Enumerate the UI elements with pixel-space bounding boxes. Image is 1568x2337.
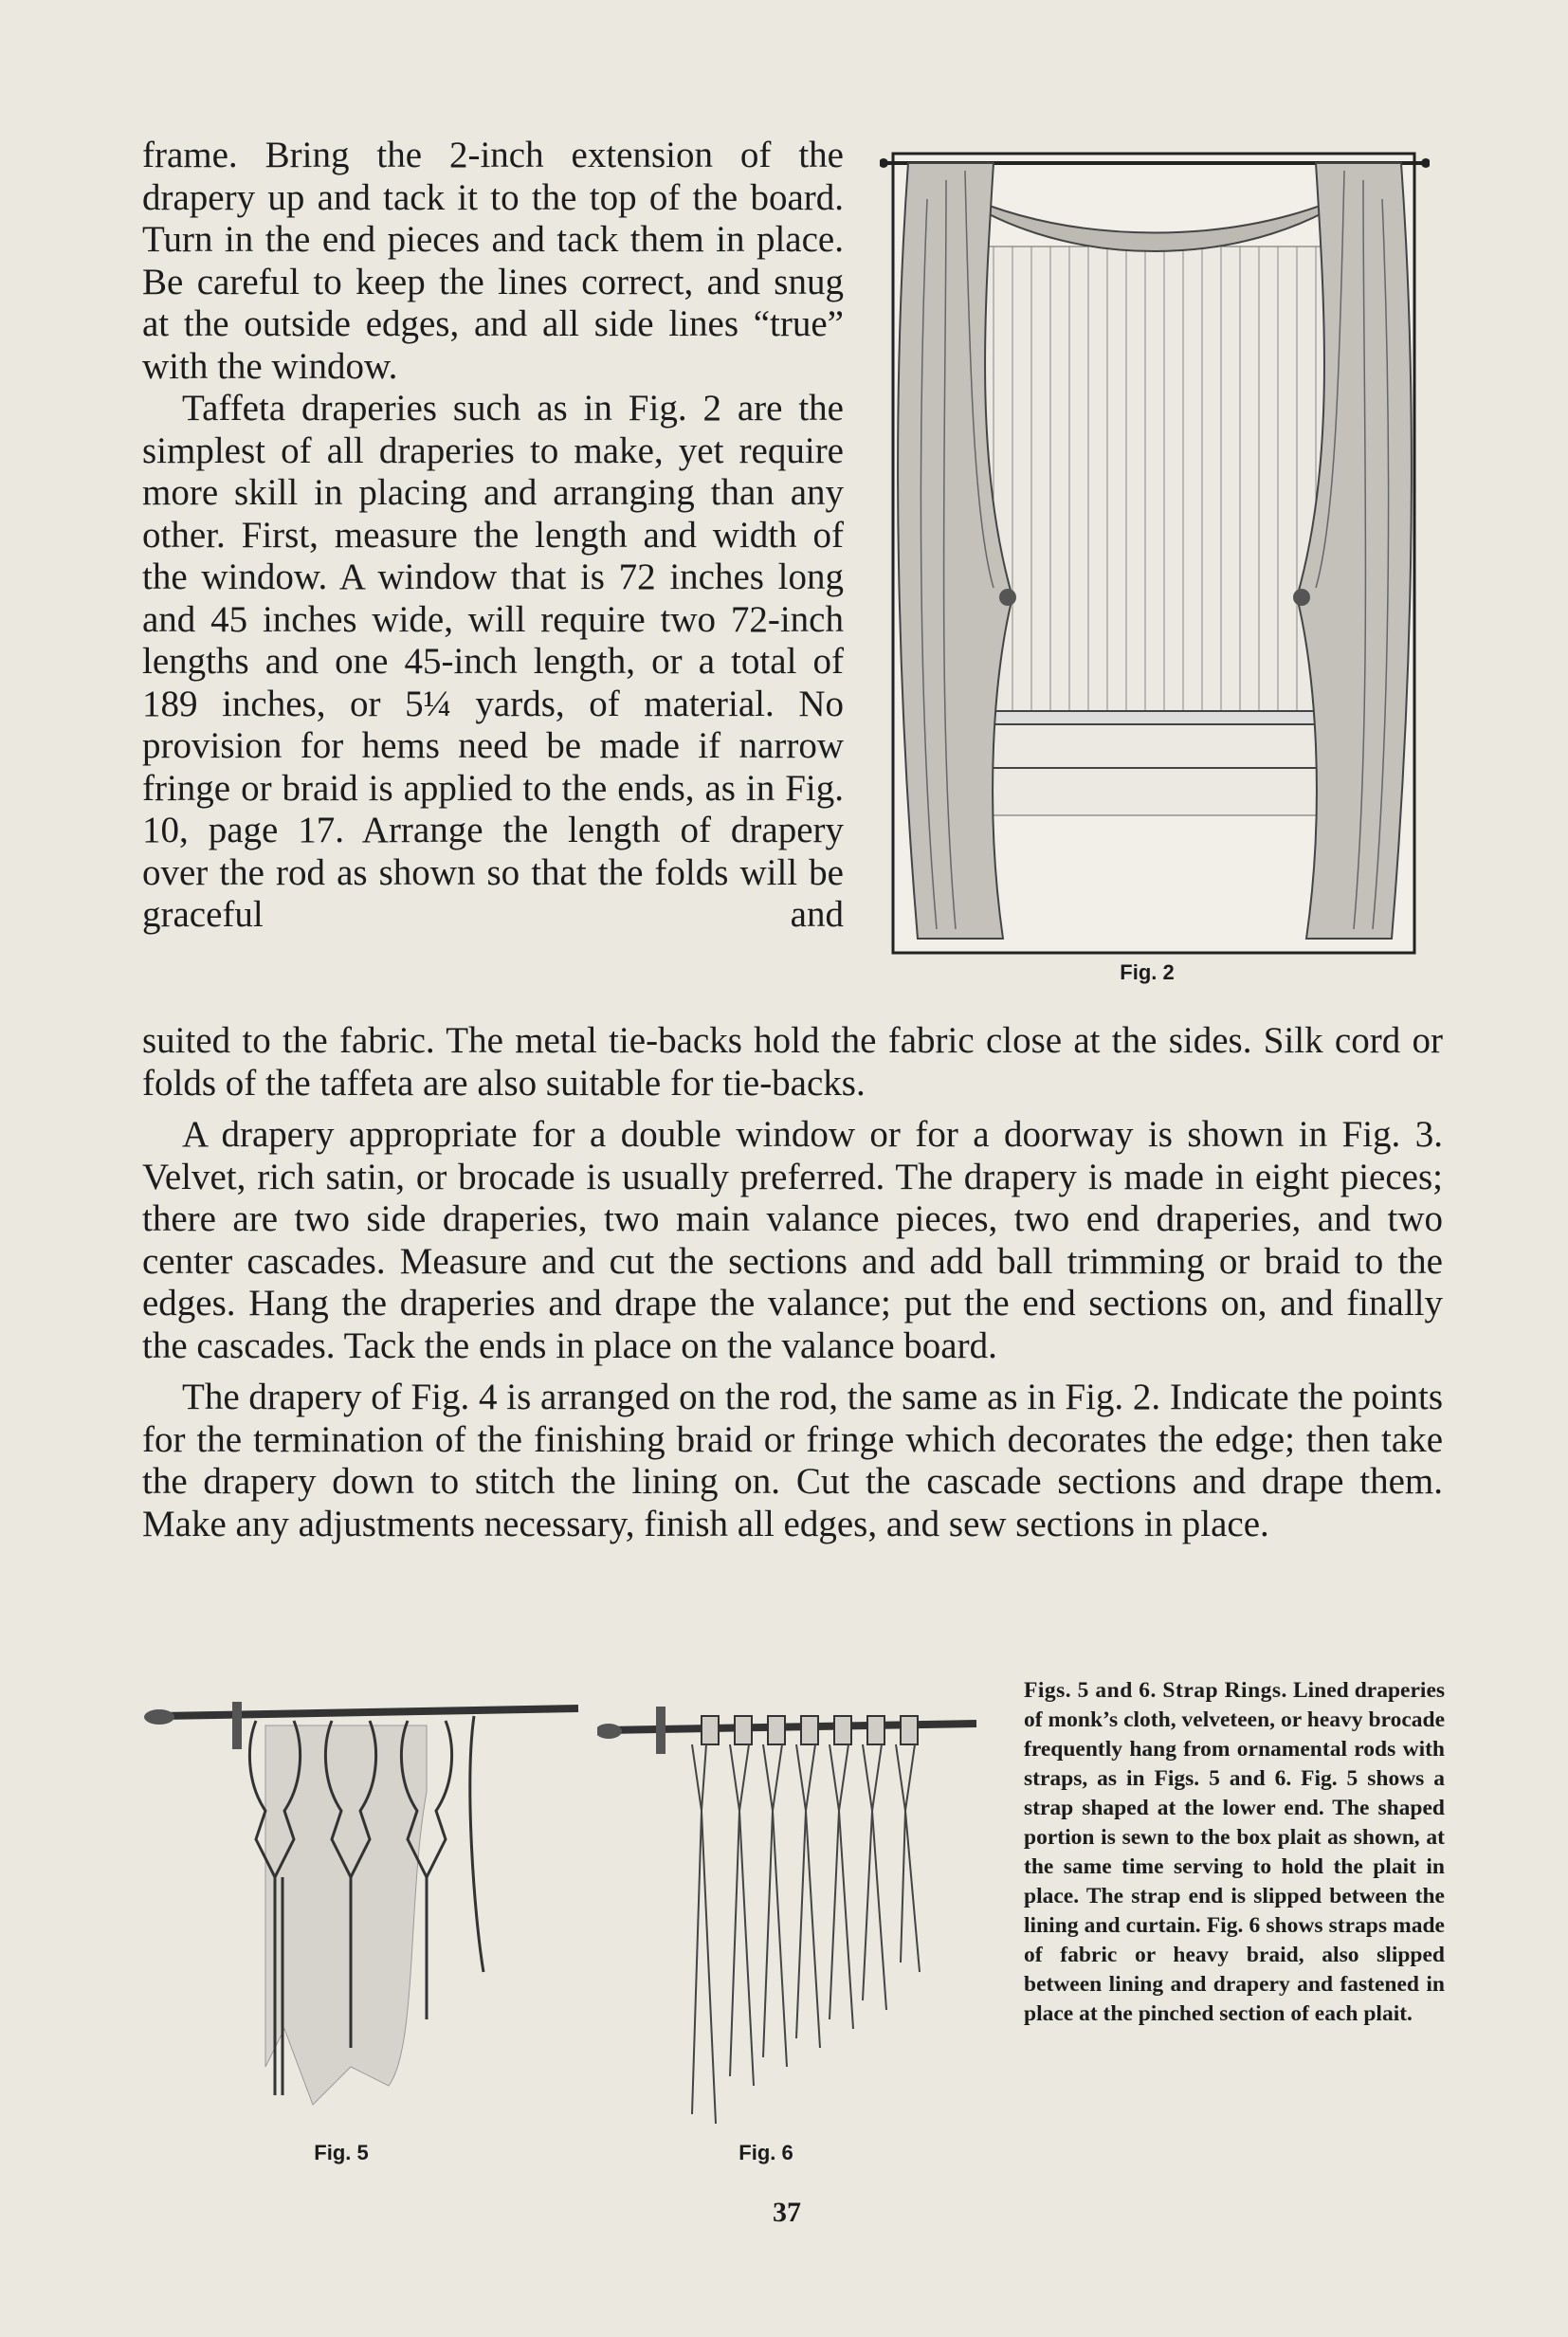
caption-body: Lined draperies of monk’s cloth, velveteen, or heavy brocade frequently hang from ornamental rods with straps, as in Figs. 5 and 6. Fig. 5 shows a strap shaped at the lower end. The shaped portion is sewn to the box plait as shown, at the same time serving to hold the plait in place. The strap end is slipped between the lining and curtain. Fig. 6 shows straps made of fabric or heavy braid, also slipped between lining and drapery and fastened in place at the pinched section of each plait.: [1024, 1678, 1446, 2026]
figure-2-window-drapery: [880, 142, 1430, 958]
figure-5-strap-rings: [142, 1688, 588, 2143]
paragraph-fig4: The drapery of Fig. 4 is arranged on the rod, the same as in Fig. 2. Indicate the points for the termination of the finishing braid or fringe which decorates the edge; then take the drapery down to stitch the lining on. Cut the cascade sections and drape them. Make any adjustments necessary, finish all edges, and sew sections in place.: [142, 1377, 1443, 1544]
paragraph-frame: frame. Bring the 2-inch extension of the drapery up and tack it to the top of the board. Turn in the end pieces and tack them in place. Be careful to keep the lines correct, and snug at the outside edges, and all side lines “true” with the window.: [142, 135, 844, 387]
left-column-text: [142, 135, 844, 937]
paragraph-taffeta: Taffeta draperies such as in Fig. 2 are the simplest of all draperies to make, yet require more skill in placing and arranging than any other. First, measure the length and width of the window. A window that is 72 inches long and 45 inches wide, will require two 72-inch lengths and one 45-inch length, or a total of 189 inches, or 5¼ yards, of material. No provision for hems need be made if narrow fringe or braid is applied to the ends, as in Fig. 10, page 17. Arrange the length of drapery over the rod as shown so that the folds will be graceful and: [142, 388, 844, 935]
page-number: 37: [773, 2197, 801, 2228]
figure-6-caption: Fig. 6: [738, 2141, 793, 2164]
figure-6-strap-rings: [597, 1678, 995, 2143]
figure-2-caption: Fig. 2: [1120, 960, 1175, 984]
caption-lead: Figs. 5 and 6. Strap Rings.: [1024, 1678, 1287, 1703]
figures-5-6-caption: [1024, 1676, 1445, 2029]
figure-5-caption: Fig. 5: [314, 2141, 369, 2164]
paragraph-taffeta-continued: suited to the fabric. The metal tie-backs hold the fabric close at the sides. Silk cord or folds of the taffeta are also suitable for tie-backs.: [142, 1020, 1443, 1104]
full-width-text: [142, 1020, 1443, 1545]
paragraph-double-window: A drapery appropriate for a double window or for a doorway is shown in Fig. 3. Velvet, rich satin, or brocade is usually preferred. The drapery is made in eight pieces; there are two side draperies, two main valance pieces, two end draperies, and two center cascades. Measure and cut the sections and add ball trimming or braid to the edges. Hang the draperies and drape the valance; put the end sections on, and finally the cascades. Tack the ends in place on the valance board.: [142, 1114, 1443, 1366]
